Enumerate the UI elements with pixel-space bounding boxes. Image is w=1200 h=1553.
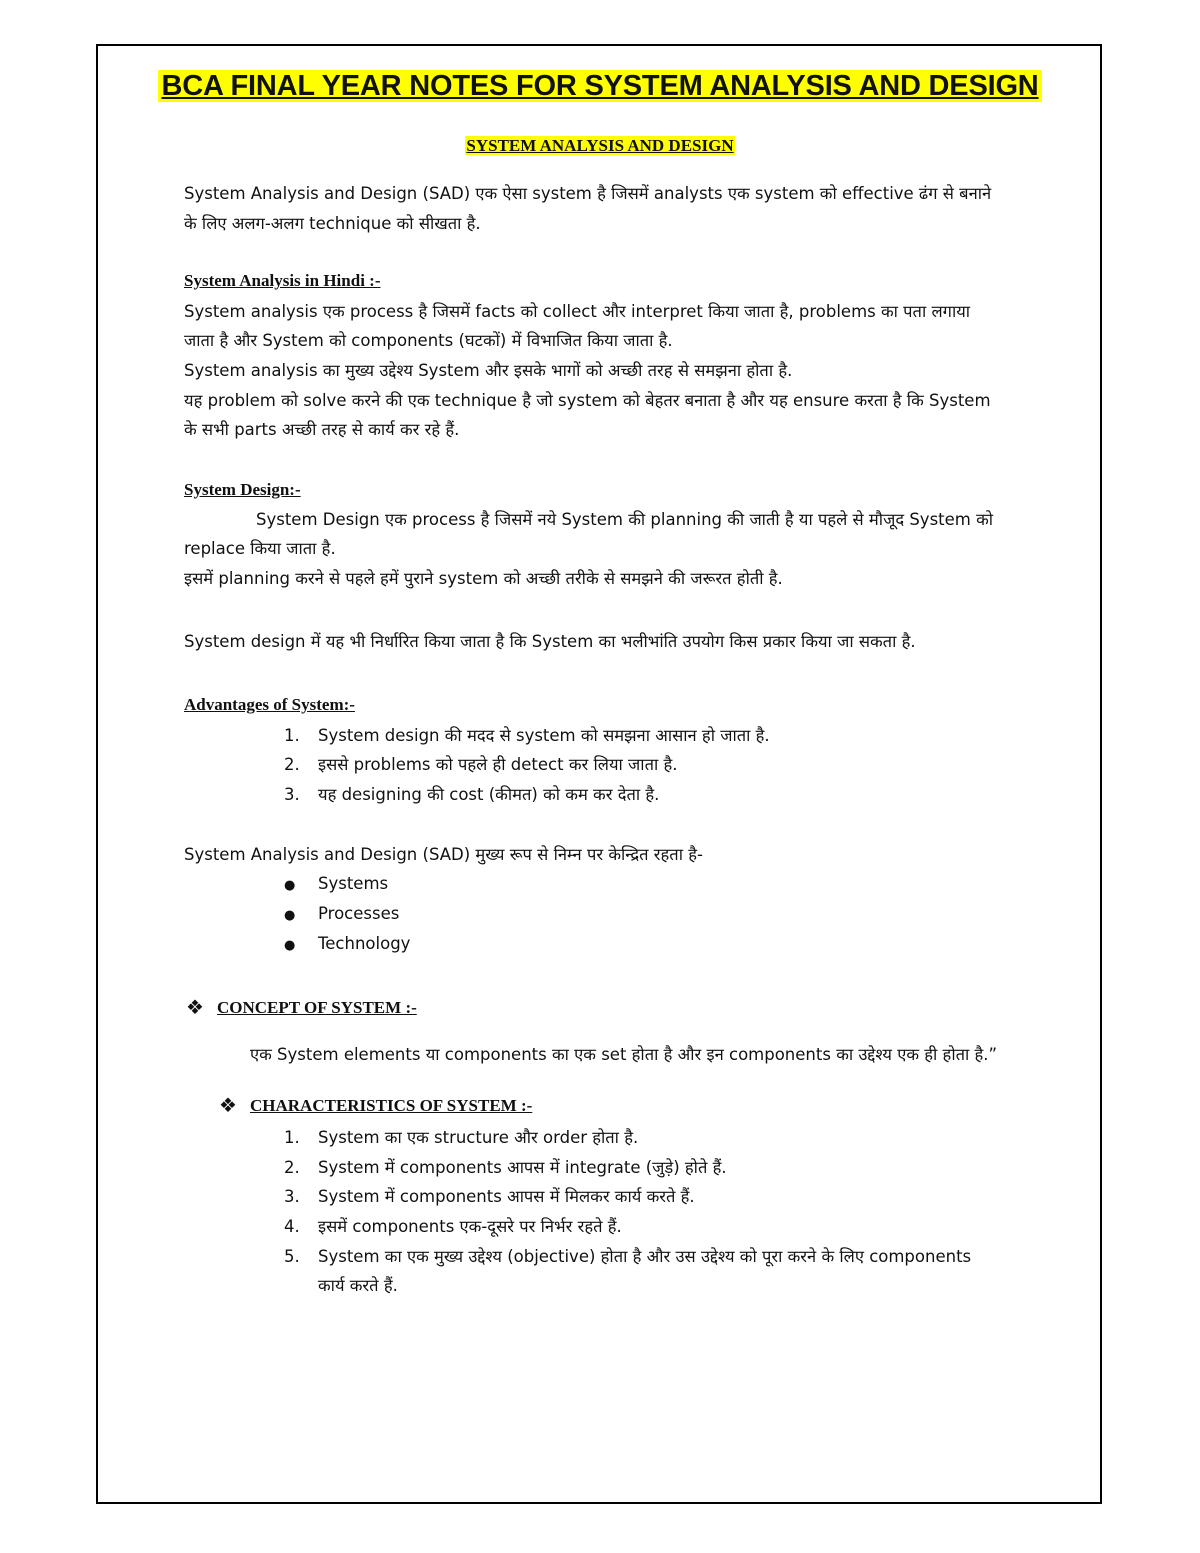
list-item-text: System का एक मुख्य उद्देश्य (objective) होता है और उस उद्देश्य को पूरा करने के लिए components — [318, 1247, 972, 1266]
system-design-heading: System Design:- — [184, 480, 301, 499]
focus-item — [284, 874, 388, 896]
list-number: 1. — [284, 1128, 300, 1147]
list-item-text: System design की मदद से system को समझना आसान हो जाता है. — [318, 726, 770, 745]
list-item-text: Processes — [318, 904, 400, 923]
diamond-bullet-icon: ❖ — [219, 1093, 237, 1117]
focus-item — [284, 904, 399, 926]
list-number: 3. — [284, 1187, 300, 1206]
list-number: 2. — [284, 1158, 300, 1177]
list-item-text: यह designing की cost (कीमत) को कम कर देता है. — [318, 785, 660, 804]
list-item-text: System का एक structure और order होता है. — [318, 1128, 639, 1147]
characteristic-item — [284, 1128, 638, 1148]
list-item-text: इसमें components एक-दूसरे पर निर्भर रहते हैं. — [318, 1217, 622, 1236]
system-analysis-line: जाता है और System को components (घटकों) में विभाजित किया जाता है. — [184, 331, 673, 350]
system-analysis-heading: System Analysis in Hindi :- — [184, 271, 381, 290]
list-item-text: System में components आपस में integrate (जुड़े) होते हैं. — [318, 1158, 727, 1177]
characteristics-heading: CHARACTERISTICS OF SYSTEM :- — [250, 1096, 533, 1115]
list-item-text: System में components आपस में मिलकर कार्य करते हैं. — [318, 1187, 695, 1206]
concept-heading: CONCEPT OF SYSTEM :- — [217, 998, 417, 1017]
characteristic-item — [284, 1158, 727, 1178]
document-title: BCA FINAL YEAR NOTES FOR SYSTEM ANALYSIS AND DESIGN — [0, 70, 1200, 103]
system-analysis-line: यह problem को solve करने की एक technique है जो system को बेहतर बनाता है और यह ensure करता है कि System — [184, 391, 991, 410]
focus-text: System Analysis and Design (SAD) मुख्य रूप से निम्न पर केन्द्रित रहता है- — [184, 845, 703, 864]
advantages-heading: Advantages of System:- — [184, 695, 355, 714]
focus-item — [284, 934, 410, 956]
list-number: 1. — [284, 726, 300, 745]
system-design-line: replace किया जाता है. — [184, 539, 336, 558]
characteristic-item — [284, 1187, 695, 1207]
characteristic-item — [284, 1247, 971, 1267]
list-item-text: Technology — [318, 934, 411, 953]
bullet-icon: ● — [284, 878, 296, 893]
list-number: 4. — [284, 1217, 300, 1236]
system-analysis-line: System analysis का मुख्य उद्देश्य System और इसके भागों को अच्छी तरह से समझना होता है. — [184, 361, 793, 380]
bullet-icon: ● — [284, 908, 296, 923]
advantage-item — [284, 785, 659, 805]
bullet-icon: ● — [284, 938, 296, 953]
list-number: 3. — [284, 785, 300, 804]
section-title: SYSTEM ANALYSIS AND DESIGN — [466, 136, 734, 155]
system-analysis-line: System analysis एक process है जिसमें facts को collect और interpret किया जाता है, problems का पता लगाया — [184, 302, 971, 321]
characteristic-item — [284, 1217, 622, 1237]
system-design-line: इसमें planning करने से पहले हमें पुराने system को अच्छी तरीके से समझने की जरूरत होती है. — [184, 569, 783, 588]
system-design-line: System design में यह भी निर्धारित किया जाता है कि System का भलीभांति उपयोग किस प्रकार किया जा सकता है. — [184, 632, 916, 651]
list-number: 5. — [284, 1247, 300, 1266]
system-analysis-line: के सभी parts अच्छी तरह से कार्य कर रहे हैं. — [184, 420, 460, 439]
advantage-item — [284, 755, 678, 775]
system-design-line: System Design एक process है जिसमें नये System की planning की जाती है या पहले से मौजूद System को — [256, 510, 994, 529]
list-number: 2. — [284, 755, 300, 774]
diamond-bullet-icon: ❖ — [186, 995, 204, 1019]
advantage-item — [284, 726, 770, 746]
list-item-text: Systems — [318, 874, 389, 893]
intro-line-1: System Analysis and Design (SAD) एक ऐसा system है जिसमें analysts एक system को effective ढंग से बनाने — [184, 184, 992, 203]
list-item-text: इससे problems को पहले ही detect कर लिया जाता है. — [318, 755, 678, 774]
intro-line-2: के लिए अलग-अलग technique को सीखता है. — [184, 214, 481, 233]
characteristic-continuation: कार्य करते हैं. — [318, 1276, 398, 1295]
concept-text: एक System elements या components का एक set होता है और इन components का उद्देश्य एक ही होता है.” — [250, 1045, 998, 1064]
